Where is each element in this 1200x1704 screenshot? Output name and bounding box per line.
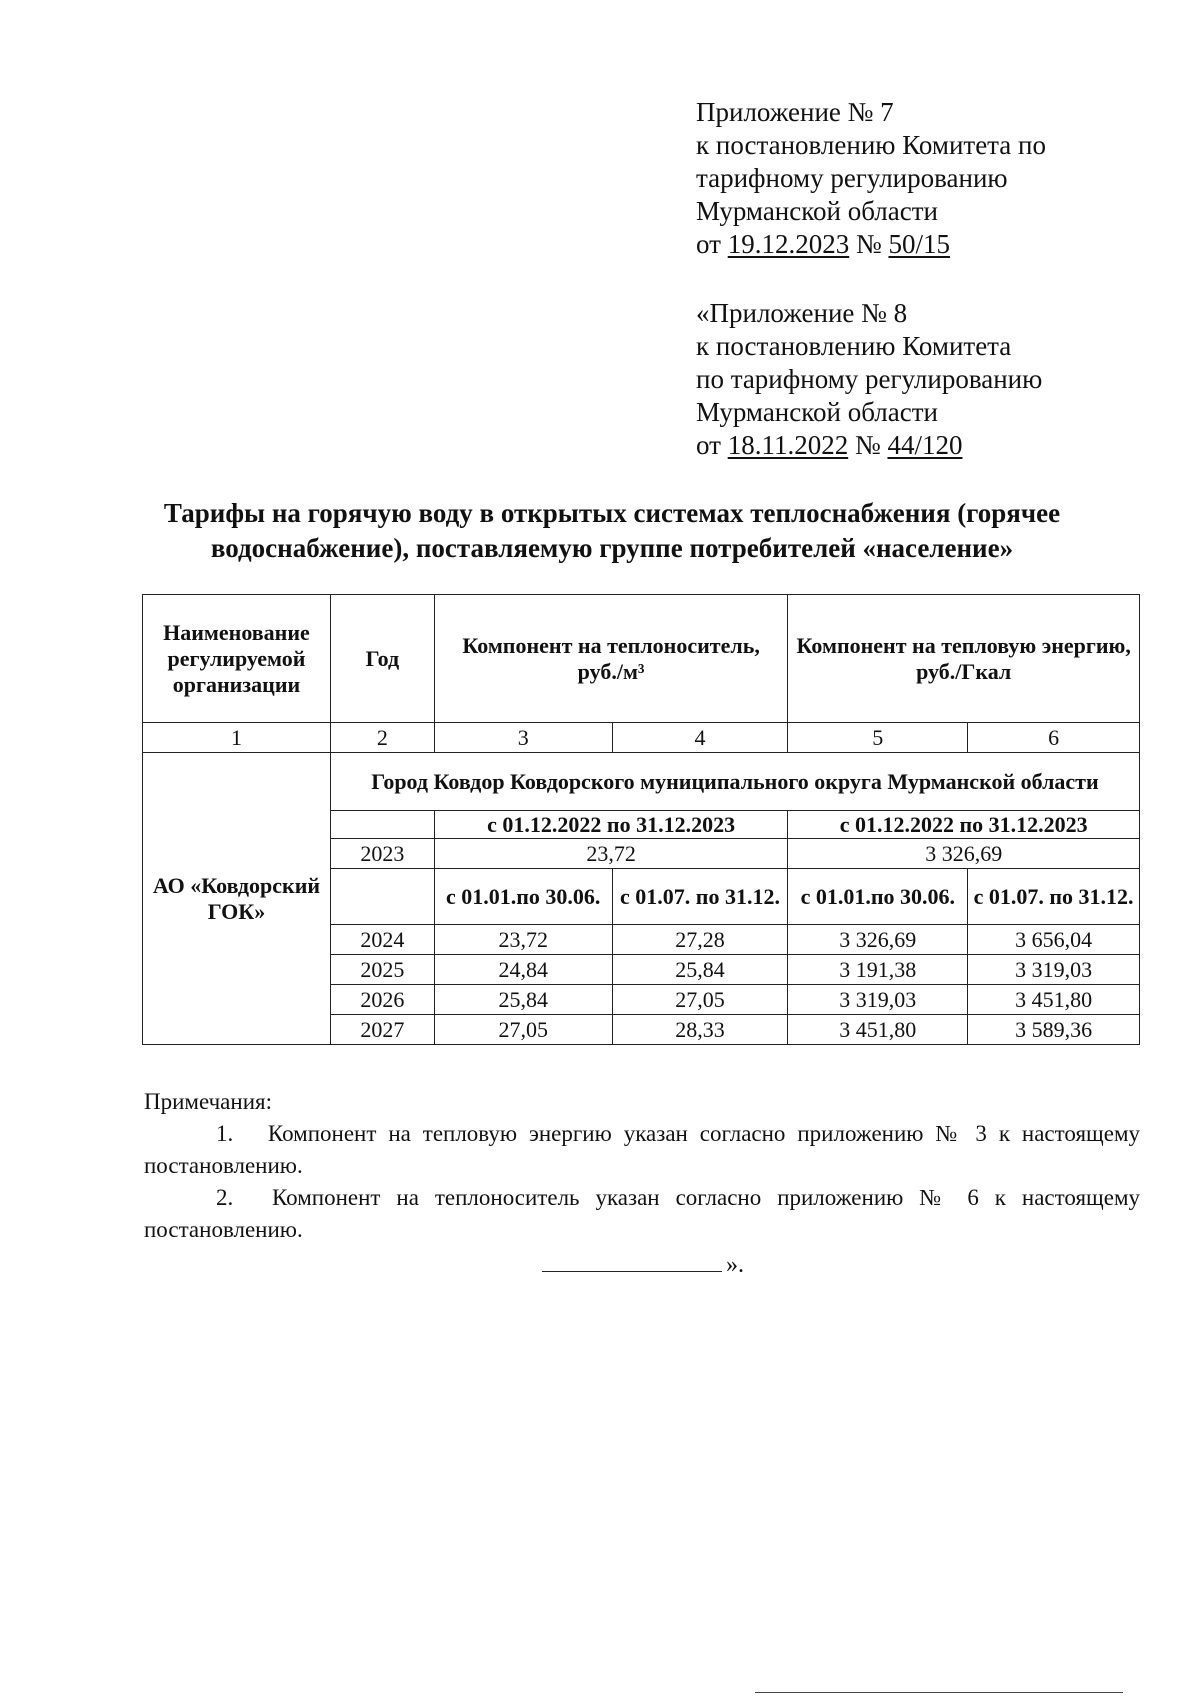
col-number: 6 <box>968 723 1140 753</box>
period-energy: с 01.12.2022 по 31.12.2023 <box>788 811 1140 839</box>
note-text: Компонент на тепловую энергию указан согласно приложению № 3 к настоящему постановлению. <box>144 1121 1140 1178</box>
carrier-h1: 23,72 <box>434 925 612 955</box>
col-number: 1 <box>143 723 331 753</box>
appendix-line: к постановлению Комитета <box>696 331 1012 361</box>
carrier-h2: 27,05 <box>612 985 788 1015</box>
appendix-line: тарифному регулированию <box>696 163 1008 193</box>
appendix-line: Приложение № 7 <box>696 97 894 127</box>
date-prefix: от <box>696 430 728 460</box>
energy-value: 3 326,69 <box>788 839 1140 869</box>
appendix-line: Мурманской области <box>696 397 938 427</box>
energy-h2: 3 451,80 <box>968 985 1140 1015</box>
appendix-line: к постановлению Комитета по <box>696 130 1046 160</box>
resolution-number: 50/15 <box>888 229 950 259</box>
energy-h2: 3 319,03 <box>968 955 1140 985</box>
carrier-h1: 25,84 <box>434 985 612 1015</box>
appendix-line: Мурманской области <box>696 196 938 226</box>
footer-line <box>755 1692 1123 1693</box>
carrier-h2: 27,28 <box>612 925 788 955</box>
note-text: Компонент на теплоноситель указан согласно приложению № 6 к настоящему постановлению. <box>144 1185 1141 1242</box>
energy-h2: 3 589,36 <box>968 1015 1140 1045</box>
half-period: с 01.07. по 31.12. <box>612 869 788 925</box>
appendix-header-old <box>696 297 1042 462</box>
col-number: 3 <box>434 723 612 753</box>
year-cell: 2027 <box>330 1015 434 1045</box>
half-period: с 01.01.по 30.06. <box>434 869 612 925</box>
energy-h1: 3 191,38 <box>788 955 968 985</box>
col-number: 5 <box>788 723 968 753</box>
organization-name: АО «Ковдорский ГОК» <box>143 753 331 1045</box>
resolution-date: 19.12.2023 <box>727 229 850 259</box>
document-title: Тарифы на горячую воду в открытых системах теплоснабжения (горячее водоснабжение), поставляемую группе потребителей «население» <box>163 498 1061 563</box>
notes-heading: Примечания: <box>144 1089 272 1114</box>
column-number-row <box>143 723 1140 753</box>
resolution-date: 18.11.2022 <box>727 430 849 460</box>
note-item <box>144 1118 1140 1182</box>
period-carrier: с 01.12.2022 по 31.12.2023 <box>434 811 788 839</box>
carrier-h2: 28,33 <box>612 1015 788 1045</box>
year-cell: 2026 <box>330 985 434 1015</box>
col-number: 2 <box>330 723 434 753</box>
energy-h1: 3 319,03 <box>788 985 968 1015</box>
empty-year-cell <box>330 869 434 925</box>
year-cell: 2025 <box>330 955 434 985</box>
header-carrier: Компонент на теплоноситель, руб./м³ <box>434 595 788 723</box>
note-number: 2. <box>216 1185 234 1210</box>
municipality-row <box>143 753 1140 811</box>
closing-line <box>542 1252 744 1279</box>
header-year: Год <box>330 595 434 723</box>
carrier-h1: 24,84 <box>434 955 612 985</box>
date-prefix: от <box>696 229 728 259</box>
closing-underline <box>542 1271 722 1272</box>
closing-quote: ». <box>726 1252 744 1278</box>
half-period: с 01.01.по 30.06. <box>788 869 968 925</box>
energy-h1: 3 451,80 <box>788 1015 968 1045</box>
carrier-h2: 25,84 <box>612 955 788 985</box>
half-period: с 01.07. по 31.12. <box>968 869 1140 925</box>
carrier-value: 23,72 <box>434 839 788 869</box>
note-number: 1. <box>216 1121 234 1146</box>
note-item <box>144 1182 1140 1246</box>
energy-h1: 3 326,69 <box>788 925 968 955</box>
appendix-date-line <box>696 228 1046 261</box>
table-header-row <box>143 595 1140 723</box>
empty-year-cell <box>330 811 434 839</box>
number-prefix: № <box>848 430 888 460</box>
year-cell: 2024 <box>330 925 434 955</box>
appendix-header-new <box>696 96 1046 261</box>
number-prefix: № <box>849 229 889 259</box>
year-cell: 2023 <box>330 839 434 869</box>
appendix-line: по тарифному регулированию <box>696 364 1043 394</box>
energy-h2: 3 656,04 <box>968 925 1140 955</box>
resolution-number: 44/120 <box>887 430 963 460</box>
header-org: Наименование регулируемой организации <box>143 595 331 723</box>
notes-section <box>144 1086 1140 1246</box>
carrier-h1: 27,05 <box>434 1015 612 1045</box>
appendix-line: «Приложение № 8 <box>696 298 908 328</box>
tariff-table <box>142 594 1140 1045</box>
col-number: 4 <box>612 723 788 753</box>
municipality-name: Город Ковдор Ковдорского муниципального округа Мурманской области <box>330 753 1139 811</box>
appendix-date-line <box>696 429 1042 462</box>
header-energy: Компонент на тепловую энергию, руб./Гкал <box>788 595 1140 723</box>
